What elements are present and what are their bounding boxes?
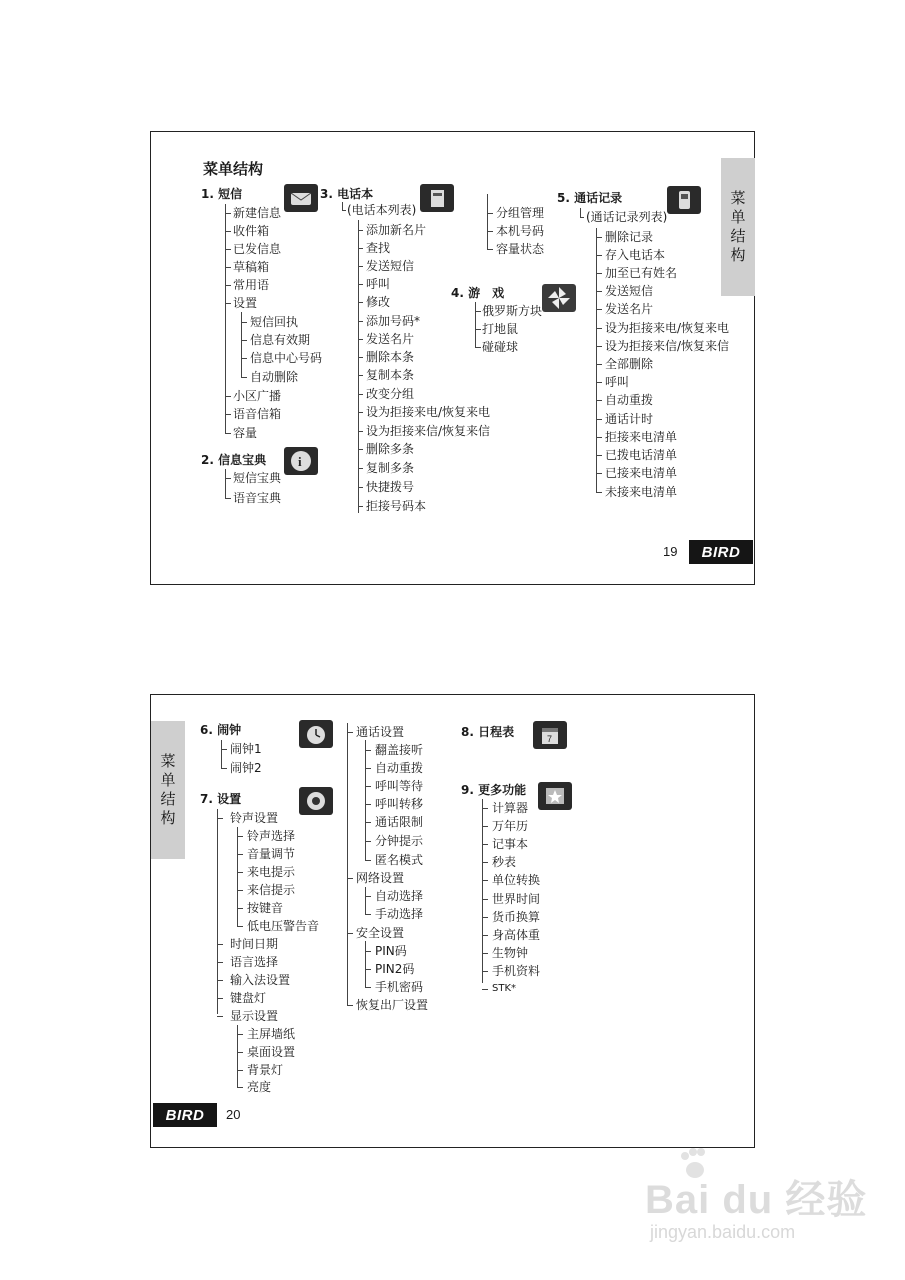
alarm-clock-icon <box>299 720 333 748</box>
menu-item: 俄罗斯方块 <box>482 304 543 318</box>
menu-item: 手机资料 <box>492 964 541 978</box>
menu-subitem: 自动重拨 <box>375 761 424 775</box>
menu-item: 闹钟1 <box>230 742 262 756</box>
menu-item: 显示设置 <box>230 1009 279 1023</box>
menu-subitem: 主屏墙纸 <box>247 1027 296 1041</box>
menu-item: 计算器 <box>492 801 529 815</box>
menu-item: 小区广播 <box>233 389 282 403</box>
menu-item: 闹钟2 <box>230 761 262 775</box>
menu-item: 设置 <box>233 296 258 310</box>
side-tab-char: 菜 <box>730 189 746 207</box>
menu-subitem: 呼叫转移 <box>375 797 424 811</box>
menu-item: 加至已有姓名 <box>605 266 678 280</box>
menu-subitem: 信息中心号码 <box>250 351 323 365</box>
menu-item: 拒接号码本 <box>366 499 427 513</box>
sms-heading: 1. 短信 <box>201 187 243 201</box>
side-tab-char: 单 <box>730 208 746 226</box>
menu-item: 已接来电清单 <box>605 466 678 480</box>
menu-item: 铃声设置 <box>230 811 279 825</box>
menu-item: 设为拒接来信/恢复来信 <box>366 424 491 438</box>
menu-item: 改变分组 <box>366 387 415 401</box>
menu-item: 容量状态 <box>496 242 545 256</box>
tree-line <box>487 194 488 250</box>
side-tab <box>721 158 755 296</box>
menu-item: 存入电话本 <box>605 248 666 262</box>
tree-line <box>358 220 359 513</box>
menu-item: 单位转换 <box>492 873 541 887</box>
menu-subitem: 通话限制 <box>375 815 424 829</box>
menu-item: 已拨电话清单 <box>605 448 678 462</box>
tree-line <box>217 809 218 1014</box>
menu-subitem: 铃声选择 <box>247 829 296 843</box>
menu-subitem: 短信回执 <box>250 315 299 329</box>
menu-item: 呼叫 <box>605 375 630 389</box>
menu-item: 删除记录 <box>605 230 654 244</box>
menu-item: 未接来电清单 <box>605 485 678 499</box>
menu-item: 本机号码 <box>496 224 545 238</box>
side-tab-char: 构 <box>730 246 746 264</box>
menu-item: 已发信息 <box>233 242 282 256</box>
tree-line <box>365 740 366 861</box>
alarm-heading: 6. 闹钟 <box>200 723 242 737</box>
menu-item: STK* <box>492 983 517 994</box>
tree-line <box>365 941 366 988</box>
menu-subitem: 背景灯 <box>247 1063 284 1077</box>
watermark-logo: Bai du 经验 <box>645 1178 868 1222</box>
menu-item: 世界时间 <box>492 892 541 906</box>
menu-item: 常用语 <box>233 278 270 292</box>
settings-heading: 7. 设置 <box>200 792 242 806</box>
menu-item: 键盘灯 <box>230 991 267 1005</box>
tree-line <box>347 723 348 1006</box>
menu-item: 添加号码* <box>366 314 421 328</box>
menu-subitem: 匿名模式 <box>375 853 424 867</box>
tree-line <box>221 740 222 769</box>
menu-item: 恢复出厂设置 <box>356 998 429 1012</box>
menu-item: 设为拒接来电/恢复来电 <box>605 321 730 335</box>
star-box-icon <box>538 782 572 810</box>
manual-page-19 <box>150 131 755 585</box>
more-heading: 9. 更多功能 <box>461 783 527 797</box>
page-number: 19 <box>663 544 678 559</box>
menu-subitem: 来电提示 <box>247 865 296 879</box>
menu-item: 秒表 <box>492 855 517 869</box>
menu-item: 新建信息 <box>233 206 282 220</box>
side-tab-char: 单 <box>160 771 176 789</box>
menu-subitem: 低电压警告音 <box>247 919 320 933</box>
side-tab-char: 结 <box>160 790 176 808</box>
menu-item: 短信宝典 <box>233 471 282 485</box>
menu-subitem: 手动选择 <box>375 907 424 921</box>
svg-text:i: i <box>298 454 302 469</box>
menu-subitem: 翻盖接听 <box>375 743 424 757</box>
info-icon <box>284 447 318 475</box>
menu-item: 快捷拨号 <box>366 480 415 494</box>
menu-item: 时间日期 <box>230 937 279 951</box>
phonebook-heading: 3. 电话本 <box>320 187 374 201</box>
menu-subitem: 信息有效期 <box>250 333 311 347</box>
menu-item: 自动重拨 <box>605 393 654 407</box>
menu-item: 拒接来电清单 <box>605 430 678 444</box>
menu-subitem: 自动删除 <box>250 370 299 384</box>
page-number: 20 <box>226 1107 241 1122</box>
menu-item: 查找 <box>366 241 391 255</box>
menu-subitem: 手机密码 <box>375 980 424 994</box>
list-label: (电话本列表) <box>347 203 417 217</box>
menu-item: 修改 <box>366 295 391 309</box>
tree-line <box>596 228 597 493</box>
menu-item: 语音宝典 <box>233 491 282 505</box>
menu-item: 设为拒接来信/恢复来信 <box>605 339 730 353</box>
games-heading: 4. 游 戏 <box>451 286 505 300</box>
menu-item: 万年历 <box>492 819 529 833</box>
menu-item: 记事本 <box>492 837 529 851</box>
menu-item: 分组管理 <box>496 206 545 220</box>
menu-subitem: 亮度 <box>247 1080 272 1094</box>
svg-text:7: 7 <box>547 734 553 744</box>
menu-item: 发送短信 <box>605 284 654 298</box>
tree-line <box>475 302 476 348</box>
menu-item: 货币换算 <box>492 910 541 924</box>
menu-subitem: 分钟提示 <box>375 834 424 848</box>
side-tab-char: 菜 <box>160 752 176 770</box>
calendar-icon <box>533 721 567 749</box>
menu-item: 网络设置 <box>356 871 405 885</box>
menu-item: 发送名片 <box>366 332 415 346</box>
manual-page-20 <box>150 694 755 1148</box>
side-tab <box>151 721 185 859</box>
menu-subitem: PIN码 <box>375 944 407 958</box>
menu-item: 发送名片 <box>605 302 654 316</box>
tree-line <box>225 204 226 434</box>
menu-item: 输入法设置 <box>230 973 291 987</box>
menu-subitem: 音量调节 <box>247 847 296 861</box>
menu-item: 安全设置 <box>356 926 405 940</box>
menu-item: 设为拒接来电/恢复来电 <box>366 405 491 419</box>
menu-item: 添加新名片 <box>366 223 427 237</box>
tree-line <box>237 827 238 926</box>
bird-logo: BIRD <box>153 1103 217 1127</box>
menu-subitem: 呼叫等待 <box>375 779 424 793</box>
menu-item: 呼叫 <box>366 277 391 291</box>
menu-item: 删除本条 <box>366 350 415 364</box>
tree-line <box>225 469 226 499</box>
list-label: (通话记录列表) <box>586 210 668 224</box>
message-icon <box>284 184 318 212</box>
side-tab-char: 结 <box>730 227 746 245</box>
menu-item: 身高体重 <box>492 928 541 942</box>
menu-item: 语音信箱 <box>233 407 282 421</box>
menu-item: 发送短信 <box>366 259 415 273</box>
tree-line <box>365 887 366 915</box>
menu-subitem: 自动选择 <box>375 889 424 903</box>
menu-subitem: 桌面设置 <box>247 1045 296 1059</box>
calllog-heading: 5. 通话记录 <box>557 191 623 205</box>
menu-item: 通话设置 <box>356 725 405 739</box>
watermark-url: jingyan.baidu.com <box>650 1222 796 1242</box>
pinwheel-icon <box>542 284 576 312</box>
menu-subitem: 来信提示 <box>247 883 296 897</box>
menu-item: 收件箱 <box>233 224 270 238</box>
bird-logo: BIRD <box>689 540 753 564</box>
menu-item: 语言选择 <box>230 955 279 969</box>
side-tab-char: 构 <box>160 809 176 827</box>
menu-item: 草稿箱 <box>233 260 270 274</box>
menu-item: 生物钟 <box>492 946 529 960</box>
menu-item: 复制多条 <box>366 461 415 475</box>
page-title: 菜单结构 <box>203 160 264 178</box>
menu-item: 碰碰球 <box>482 340 519 354</box>
menu-item: 容量 <box>233 426 258 440</box>
menu-item: 复制本条 <box>366 368 415 382</box>
menu-item: 删除多条 <box>366 442 415 456</box>
schedule-heading: 8. 日程表 <box>461 725 515 739</box>
menu-item: 打地鼠 <box>482 322 519 336</box>
info-heading: 2. 信息宝典 <box>201 453 267 467</box>
settings-gear-icon <box>299 787 333 815</box>
menu-subitem: PIN2码 <box>375 962 415 976</box>
phonebook-icon <box>420 184 454 212</box>
menu-item: 全部删除 <box>605 357 654 371</box>
menu-subitem: 按键音 <box>247 901 284 915</box>
menu-item: 通话计时 <box>605 412 654 426</box>
call-log-icon <box>667 186 701 214</box>
